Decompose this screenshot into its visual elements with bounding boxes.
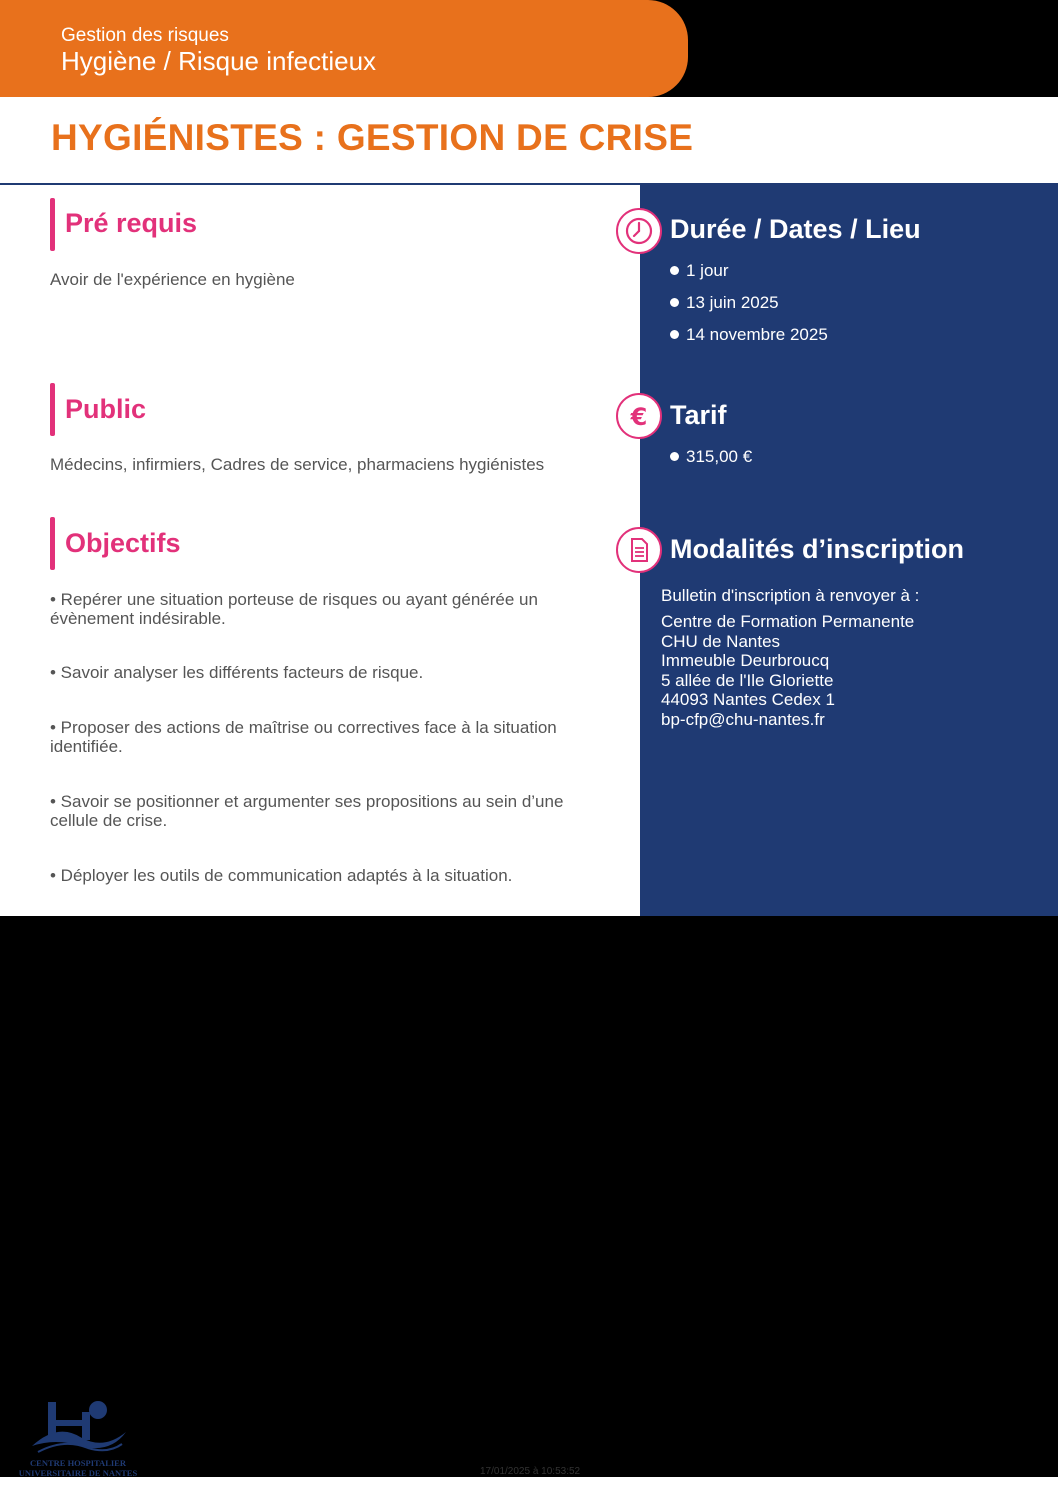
address-line: Immeuble Deurbroucq [661,651,830,670]
bullet-dot [670,298,679,307]
duree-item [670,261,729,281]
duree-item [670,325,828,345]
clock-icon [616,208,662,254]
bullet-dot [670,452,679,461]
inscription-title: Modalités d’inscription [670,534,965,564]
page-title: HYGIÉNISTES : GESTION DE CRISE [51,117,694,158]
duree-item-text: 13 juin 2025 [686,293,779,312]
category-label: Gestion des risques [61,25,229,46]
chu-nantes-logo [18,1398,138,1478]
public-title: Public [65,394,147,424]
prerequis-accent-bar [50,198,55,251]
address-line: Centre de Formation Permanente [661,612,915,631]
duree-item [670,293,779,313]
svg-text:€: € [630,403,648,431]
euro-icon [616,393,662,439]
bullet-dot [670,330,679,339]
prerequis-text: Avoir de l'expérience en hygiène [50,270,295,289]
title-band [0,97,1058,185]
bullet-dot [670,266,679,275]
objectif-item: • Déployer les outils de communication adaptés à la situation. [50,866,513,885]
objectif-item: • Proposer des actions de maîtrise ou correctives face à la situation identifiée. [50,718,557,756]
address-line: CHU de Nantes [661,631,781,651]
duree-title: Durée / Dates / Lieu [670,214,921,244]
subcategory-label: Hygiène / Risque infectieux [61,46,377,76]
tarif-title: Tarif [670,400,727,430]
public-text: Médecins, infirmiers, Cadres de service, pharmaciens hygiénistes [50,455,545,474]
objectifs-accent-bar [50,517,55,570]
objectifs-title: Objectifs [65,528,181,558]
objectif-item: • Savoir se positionner et argumenter ses propositions au sein d’une cellule de crise. [50,792,564,830]
inscription-intro: Bulletin d'inscription à renvoyer à : [661,586,920,605]
address-line: 5 allée de l'Ile Gloriette [661,670,834,690]
category-tab [0,0,688,97]
address-line: 44093 Nantes Cedex 1 [661,690,835,709]
document-icon [616,527,662,573]
prerequis-title: Pré requis [65,208,198,238]
email-link[interactable]: bp-cfp@chu-nantes.fr [661,709,825,729]
logo-mark [18,1398,138,1458]
objectif-item: • Repérer une situation porteuse de risques ou ayant générée un évènement indésirable. [50,590,538,628]
duree-item-text: 14 novembre 2025 [686,325,828,344]
tarif-item [670,447,752,467]
tarif-item-text: 315,00 € [686,447,753,466]
footer-bar [0,1477,1058,1497]
duree-item-text: 1 jour [686,261,729,280]
logo-text-line1: CENTRE HOSPITALIER [30,1458,126,1468]
inscription-address [661,612,914,729]
objectif-item: • Savoir analyser les différents facteurs de risque. [50,663,424,682]
footer-timestamp: 17/01/2025 à 10:53:52 [480,1466,581,1477]
logo-text-line2: UNIVERSITAIRE DE NANTES [18,1468,138,1478]
public-accent-bar [50,383,55,436]
